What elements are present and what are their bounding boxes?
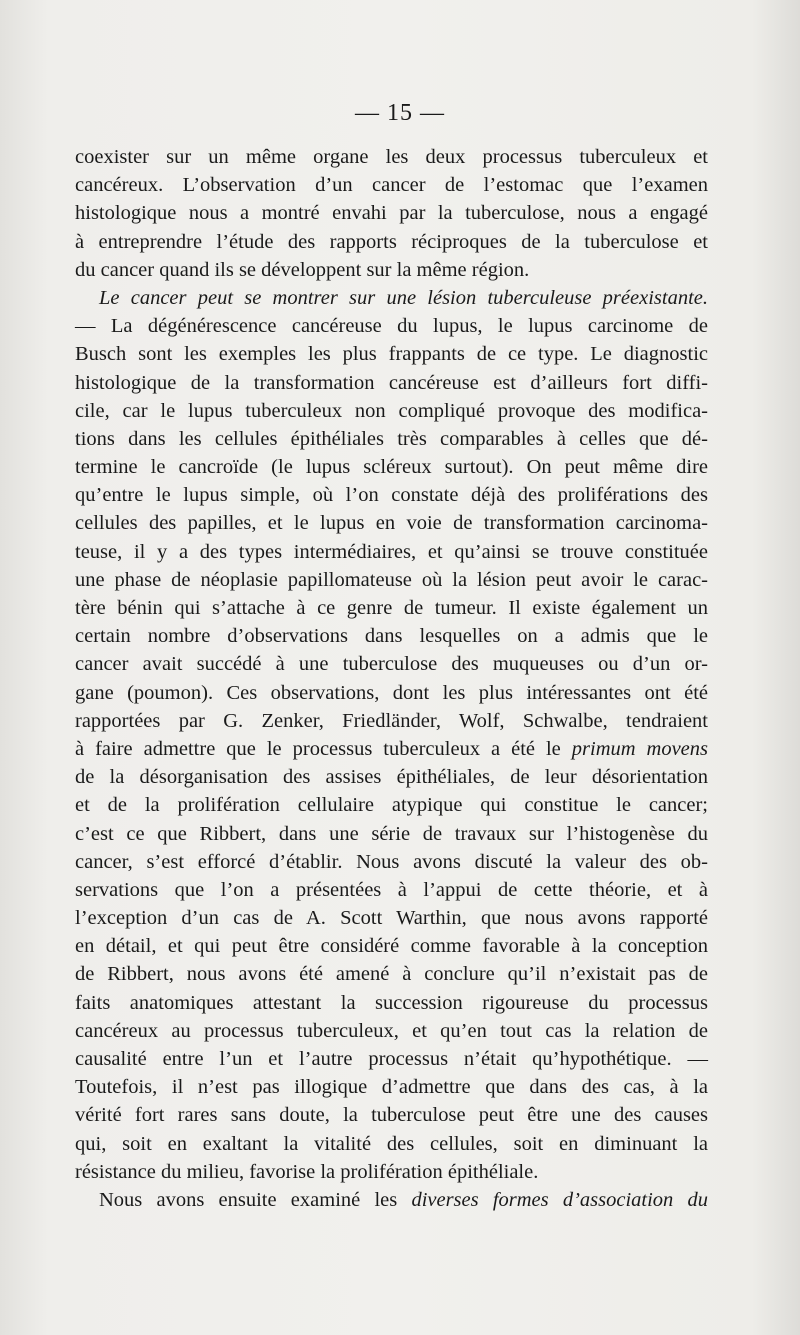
text-line: faits anatomiques attestant la succession rigoureuse du processus	[75, 991, 708, 1014]
text-line: qu’entre le lupus simple, où l’on constate déjà des proliférations des	[75, 484, 708, 507]
text-segment: à faire admettre que le processus tuberculeux a été le	[75, 737, 561, 760]
text-line: certain nombre d’observations dans lesquelles on a admis que le	[75, 625, 708, 648]
text-line: cellules des papilles, et le lupus en voie de transformation carcinoma-	[75, 512, 708, 535]
text-line: qui, soit en exaltant la vitalité des cellules, soit en diminuant la	[75, 1132, 708, 1155]
text-line: en détail, et qui peut être considéré comme favorable à la conception	[75, 935, 708, 958]
text-line: gane (poumon). Ces observations, dont les plus intéressantes ont été	[75, 681, 708, 704]
italic-phrase: diverses formes d’association du	[411, 1188, 709, 1211]
text-line: et de la prolifération cellulaire atypique qui constitue le cancer;	[75, 794, 708, 817]
page-number: — 15 —	[355, 100, 445, 126]
italic-heading: Le cancer peut se montrer sur une lésion tuberculeuse préexistante.	[99, 286, 708, 309]
text-line: c’est ce que Ribbert, dans une série de travaux sur l’histogenèse du	[75, 822, 708, 845]
section-heading-italic	[75, 284, 708, 312]
text-line: termine le cancroïde (le lupus scléreux surtout). On peut même dire	[75, 456, 708, 479]
text-line: l’exception d’un cas de A. Scott Warthin, que nous avons rapporté	[75, 907, 708, 930]
text-line: cile, car le lupus tuberculeux non compliqué provoque des modifica-	[75, 399, 708, 422]
text-line: Toutefois, il n’est pas illogique d’admettre que dans des cas, à la	[75, 1076, 708, 1099]
text-line: histologique nous a montré envahi par la tuberculose, nous a engagé	[75, 202, 708, 225]
text-line: vérité fort rares sans doute, la tuberculose peut être une des causes	[75, 1104, 708, 1127]
text-line: coexister sur un même organe les deux processus tuberculeux et	[75, 146, 708, 168]
text-line: du cancer quand ils se développent sur la même région.	[75, 258, 530, 281]
text-line: de la désorganisation des assises épithéliales, de leur désorientation	[75, 766, 708, 789]
text-line: cancer, s’est efforcé d’établir. Nous avons discuté la valeur des ob-	[75, 850, 708, 873]
text-line: servations que l’on a présentées à l’appui de cette théorie, et à	[75, 878, 708, 901]
italic-phrase: primum movens	[571, 737, 709, 760]
text-line: cancer avait succédé à une tuberculose des muqueuses ou d’un or-	[75, 653, 708, 676]
text-line: une phase de néoplasie papillomateuse où la lésion peut avoir le carac-	[75, 568, 708, 591]
text-line: tère bénin qui s’attache à ce genre de tumeur. Il existe également un	[75, 597, 708, 619]
text-line: de Ribbert, nous avons été amené à conclure qu’il n’existait pas de	[75, 963, 708, 986]
text-line: à entreprendre l’étude des rapports réciproques de la tuberculose et	[75, 230, 708, 253]
text-line: Busch sont les exemples les plus frappants de ce type. Le diagnostic	[75, 343, 708, 366]
text-line: causalité entre l’un et l’autre processus n’était qu’hypothétique. —	[75, 1048, 708, 1070]
text-line: cancéreux. L’observation d’un cancer de l’estomac que l’examen	[75, 174, 708, 197]
text-line: teuse, il y a des types intermédiaires, et qu’ainsi se trouve constituée	[75, 540, 708, 563]
text-line: tions dans les cellules épithéliales très comparables à celles que dé-	[75, 427, 708, 450]
text-line	[75, 735, 708, 763]
text-segment: Nous avons ensuite examiné les	[99, 1188, 398, 1211]
text-line: résistance du milieu, favorise la prolifération épithéliale.	[75, 1160, 539, 1183]
text-line: cancéreux au processus tuberculeux, et qu’en tout cas la relation de	[75, 1019, 708, 1042]
text-line: — La dégénérescence cancéreuse du lupus, le lupus carcinome de	[75, 315, 708, 338]
text-line: rapportées par G. Zenker, Friedländer, Wolf, Schwalbe, tendraient	[75, 709, 708, 732]
text-line	[75, 1186, 708, 1214]
text-line: histologique de la transformation cancéreuse est d’ailleurs fort diffi-	[75, 371, 708, 394]
body-text	[75, 143, 708, 1214]
